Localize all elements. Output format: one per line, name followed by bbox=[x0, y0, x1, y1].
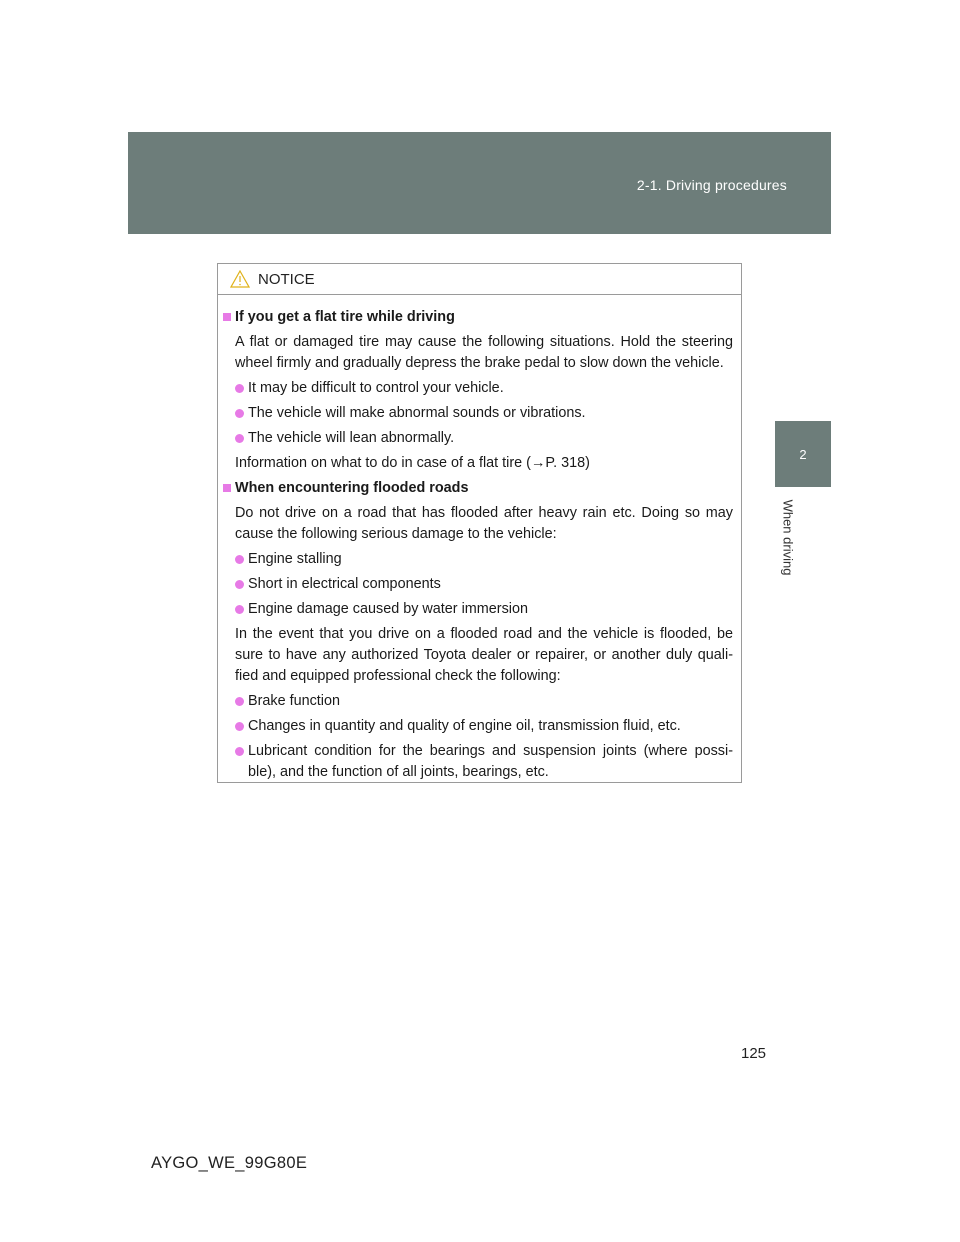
round-bullet-icon bbox=[235, 605, 244, 614]
list-item: Brake function bbox=[248, 691, 733, 712]
section-heading: If you get a flat tire while driving bbox=[218, 307, 741, 328]
page-number: 125 bbox=[741, 1045, 767, 1062]
chapter-label-text: When driving bbox=[780, 499, 796, 575]
paragraph: A flat or damaged tire may cause the following situations. Hold the steering wheel firmly and gradually depress the brake pedal to slow down the vehicle. bbox=[235, 334, 733, 371]
warning-triangle-icon bbox=[230, 270, 250, 288]
chapter-label bbox=[775, 492, 801, 582]
list-item: Engine stalling bbox=[248, 549, 733, 570]
round-bullet-icon bbox=[235, 555, 244, 564]
list-item: Changes in quantity and quality of engine oil, transmission fluid, etc. bbox=[248, 716, 733, 737]
list-item: The vehicle will lean abnormally. bbox=[248, 428, 733, 449]
section-heading: When encountering flooded roads bbox=[218, 478, 741, 499]
round-bullet-icon bbox=[235, 384, 244, 393]
round-bullet-icon bbox=[235, 409, 244, 418]
chapter-number: 2 bbox=[799, 446, 807, 462]
list-item: Engine damage caused by water immersion bbox=[248, 599, 733, 620]
round-bullet-icon bbox=[235, 434, 244, 443]
notice-title: NOTICE bbox=[258, 270, 315, 288]
header-band bbox=[128, 132, 831, 234]
round-bullet-icon bbox=[235, 580, 244, 589]
list-item: Short in electrical components bbox=[248, 574, 733, 595]
paragraph: In the event that you drive on a flooded road and the vehicle is flooded, be sure to have any authorized Toyota dealer or repairer, or another duly quali-fied and equipped professional check the following: bbox=[235, 626, 733, 684]
square-bullet-icon bbox=[223, 313, 231, 321]
document-code: AYGO_WE_99G80E bbox=[151, 1154, 308, 1172]
notice-header bbox=[218, 264, 741, 295]
list-item: It may be difficult to control your vehicle. bbox=[248, 378, 733, 399]
reference-note[interactable]: Information on what to do in case of a flat tire (→P. 318) bbox=[235, 455, 590, 471]
round-bullet-icon bbox=[235, 747, 244, 756]
section-title: 2-1. Driving procedures bbox=[636, 177, 787, 193]
square-bullet-icon bbox=[223, 484, 231, 492]
round-bullet-icon bbox=[235, 722, 244, 731]
list-item: The vehicle will make abnormal sounds or vibrations. bbox=[248, 403, 733, 424]
list-item: Lubricant condition for the bearings and suspension joints (where possi-ble), and the function of all joints, bearings, etc. bbox=[248, 741, 733, 783]
notice-body bbox=[218, 295, 741, 783]
paragraph: Do not drive on a road that has flooded after heavy rain etc. Doing so may cause the following serious damage to the vehicle: bbox=[235, 505, 733, 542]
round-bullet-icon bbox=[235, 697, 244, 706]
notice-box bbox=[217, 263, 742, 783]
chapter-tab bbox=[775, 421, 831, 487]
